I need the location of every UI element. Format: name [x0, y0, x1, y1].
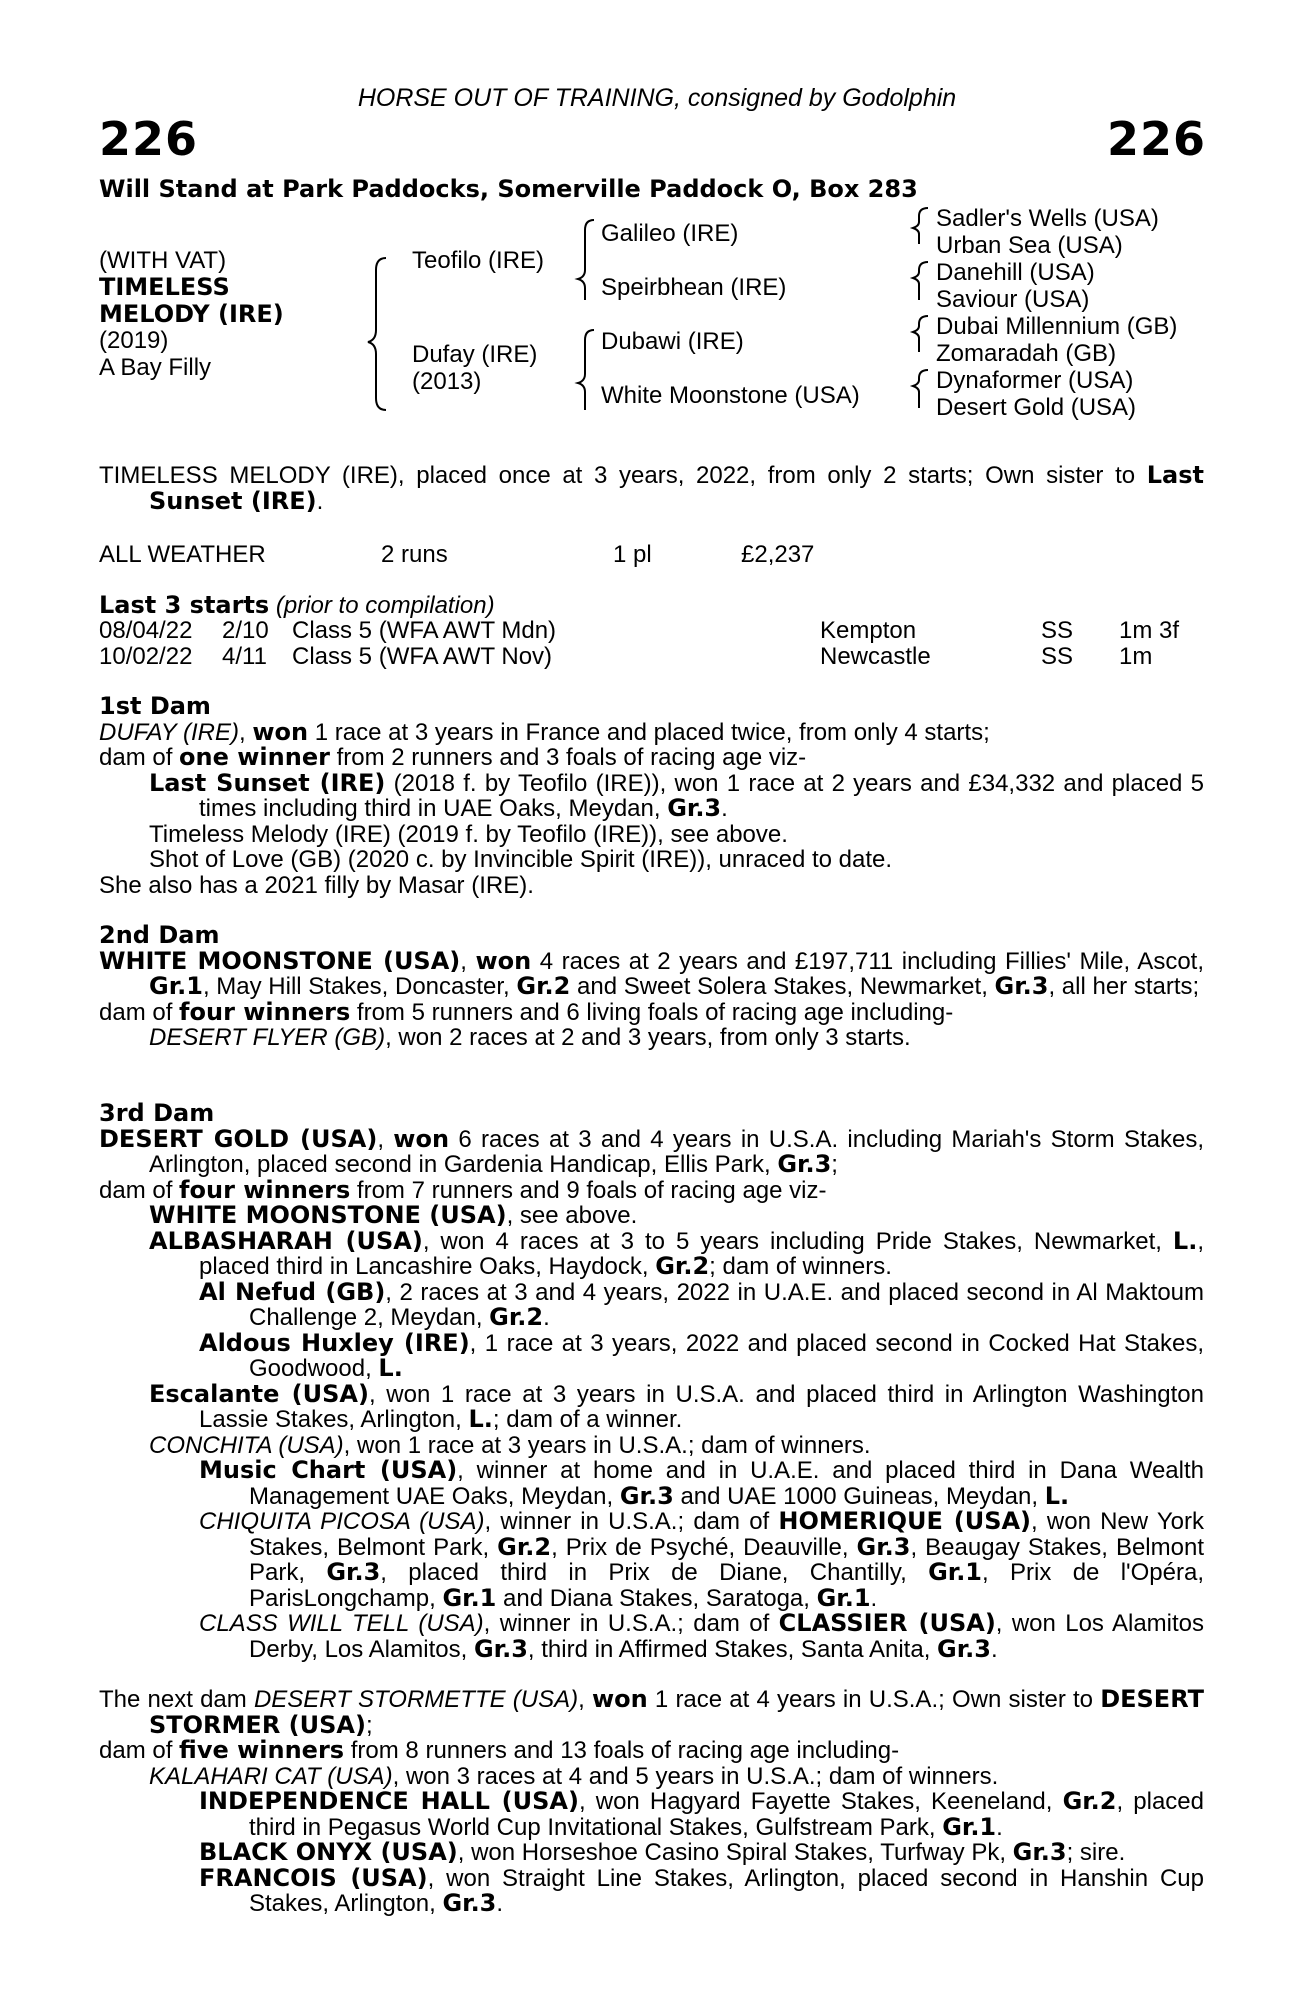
pedigree-dam: Dufay (IRE) — [412, 341, 538, 368]
produce-note: She also has a 2021 filly by Masar (IRE). — [99, 871, 534, 899]
start-date: 10/02/22 — [99, 643, 193, 670]
third-dam-section — [99, 1101, 1204, 1662]
produce-entry: DESERT FLYER (GB), won 2 races at 2 and 3 years, from only 3 starts. — [149, 1024, 911, 1051]
produce-entry: INDEPENDENCE HALL (USA), won Hagyard Fayette Stakes, Keeneland, Gr.2, placed third in Pegasus World Cup Invitational Stakes, Gulfstream Park, Gr.1. — [199, 1787, 1205, 1841]
pedigree-sds: Danehill (USA) — [936, 259, 1095, 286]
start-race: Class 5 (WFA AWT Mdn) — [292, 617, 557, 644]
produce-intro: dam of one winner from 2 runners and 3 foals of racing age viz- — [99, 743, 807, 771]
start-date: 08/04/22 — [99, 617, 193, 644]
vat-note: (WITH VAT) — [99, 247, 227, 274]
horse-name-line2: MELODY (IRE) — [99, 300, 284, 328]
record-runs: 2 runs — [381, 541, 448, 568]
produce-entry: Last Sunset (IRE) (2018 f. by Teofilo (IRE)), won 1 race at 2 years and £34,332 and placed 5 times including third in UAE Oaks, Meydan, Gr.3. — [149, 768, 1204, 822]
start-position: 2/10 — [222, 617, 269, 644]
dam-summary: WHITE MOONSTONE (USA), won 4 races at 2 years and £197,711 including Fillies' Mile, Ascot, Gr.1, May Hill Stakes, Doncaster, Gr.2 and Sweet Solera Stakes, Newmarket, Gr.3, all her starts; — [99, 946, 1204, 1000]
pedigree-sire-dam: Speirbhean (IRE) — [601, 274, 787, 301]
start-course: Newcastle — [820, 643, 931, 670]
produce-entry: Escalante (USA), won 1 race at 3 years in U.S.A. and placed third in Arlington Washington Lassie Stakes, Arlington, L.; dam of a winner. — [149, 1379, 1205, 1433]
produce-entry: Music Chart (USA), winner at home and in U.A.E. and placed third in Dana Wealth Management UAE Oaks, Meydan, Gr.3 and UAE 1000 Guineas, Meydan, L. — [199, 1456, 1205, 1510]
next-dam-section — [99, 1687, 1204, 1917]
pedigree-ddd: Desert Gold (USA) — [936, 394, 1137, 421]
start-race: Class 5 (WFA AWT Nov) — [292, 643, 553, 670]
pedigree-sire-sire: Galileo (IRE) — [601, 220, 739, 247]
first-dam-section — [99, 694, 1204, 898]
intro-section — [99, 463, 1204, 514]
start-going: SS — [1041, 617, 1074, 644]
start-distance: 1m 3f — [1119, 617, 1180, 644]
produce-entry: Aldous Huxley (IRE), 1 race at 3 years, 2022 and placed second in Cocked Hat Stakes, Goodwood, L. — [199, 1328, 1205, 1382]
pedigree-sss: Sadler's Wells (USA) — [936, 205, 1159, 232]
produce-entry: CLASS WILL TELL (USA), winner in U.S.A.; dam of CLASSIER (USA), won Los Alamitos Derby, Los Alamitos, Gr.3, third in Affirmed Stakes, Santa Anita, Gr.3. — [199, 1609, 1205, 1663]
pedigree-dam-sire: Dubawi (IRE) — [601, 328, 744, 355]
produce-intro: dam of five winners from 8 runners and 13 foals of racing age including- — [99, 1736, 900, 1764]
pedigree-dds: Dynaformer (USA) — [936, 367, 1134, 394]
pedigree-sire: Teofilo (IRE) — [412, 247, 545, 274]
produce-entry: CHIQUITA PICOSA (USA), winner in U.S.A.; dam of HOMERIQUE (USA), won New York Stakes, Belmont Park, Gr.2, Prix de Psyché, Deauville, Gr.3, Beaugay Stakes, Belmont Park, Gr.3, placed third in Prix de Diane, Chantilly, Gr.1, Prix de l'Opéra, ParisLongchamp, Gr.1 and Diana Stakes, Saratoga, Gr.1. — [199, 1507, 1205, 1612]
stabling-info: Will Stand at Park Paddocks, Somerville Paddock O, Box 283 — [99, 175, 918, 203]
start-distance: 1m — [1119, 643, 1153, 670]
lot-number-right: 226 — [1106, 112, 1206, 166]
produce-entry: Shot of Love (GB) (2020 c. by Invincible Spirit (IRE)), unraced to date. — [149, 846, 893, 873]
lot-number-left: 226 — [99, 112, 199, 166]
horse-year: (2019) — [99, 327, 169, 354]
pedigree-ssd: Urban Sea (USA) — [936, 232, 1123, 259]
horse-description: A Bay Filly — [99, 354, 212, 381]
start-going: SS — [1041, 643, 1074, 670]
pedigree-dam-dam: White Moonstone (USA) — [601, 382, 860, 409]
dam-summary: DESERT GOLD (USA), won 6 races at 3 and 4 years in U.S.A. including Mariah's Storm Stakes, Arlington, placed second in Gardenia Handicap, Ellis Park, Gr.3; — [99, 1124, 1204, 1178]
consignor-header: HORSE OUT OF TRAINING, consigned by Godolphin — [357, 84, 957, 112]
pedigree-sdd: Saviour (USA) — [936, 286, 1090, 313]
produce-entry: KALAHARI CAT (USA), won 3 races at 4 and 5 years in U.S.A.; dam of winners. — [149, 1762, 999, 1790]
last-starts-heading: Last 3 starts (prior to compilation) — [99, 591, 495, 619]
section-heading: 3rd Dam — [99, 1099, 215, 1127]
section-heading: 2nd Dam — [99, 921, 220, 949]
produce-intro: dam of four winners from 5 runners and 6 living foals of racing age including- — [99, 997, 954, 1026]
record-earnings: £2,237 — [741, 541, 815, 568]
produce-entry: WHITE MOONSTONE (USA), see above. — [149, 1201, 638, 1229]
second-dam-section — [99, 923, 1204, 1051]
pedigree-dss: Dubai Millennium (GB) — [936, 313, 1178, 340]
produce-entry: CONCHITA (USA), won 1 race at 3 years in U.S.A.; dam of winners. — [149, 1431, 871, 1459]
produce-entry: Al Nefud (GB), 2 races at 3 and 4 years, 2022 in U.A.E. and placed second in Al Maktoum Challenge 2, Meydan, Gr.2. — [199, 1277, 1205, 1331]
horse-name-line1: TIMELESS — [99, 273, 230, 301]
section-heading: 1st Dam — [99, 692, 211, 720]
dam-summary: The next dam DESERT STORMETTE (USA), won 1 race at 4 years in U.S.A.; Own sister to DESERT STORMER (USA); — [99, 1685, 1204, 1739]
produce-intro: dam of four winners from 7 runners and 9 foals of racing age viz- — [99, 1175, 827, 1204]
produce-entry: BLACK ONYX (USA), won Horseshoe Casino Spiral Stakes, Turfway Pk, Gr.3; sire. — [199, 1838, 1126, 1866]
record-placings: 1 pl — [613, 541, 652, 568]
pedigree-dam-year: (2013) — [412, 368, 482, 395]
produce-entry: FRANCOIS (USA), won Straight Line Stakes, Arlington, placed second in Hanshin Cup Stakes, Arlington, Gr.3. — [199, 1863, 1204, 1917]
pedigree-dsd: Zomaradah (GB) — [936, 340, 1117, 367]
produce-entry: Timeless Melody (IRE) (2019 f. by Teofilo (IRE)), see above. — [149, 820, 788, 848]
produce-entry: ALBASHARAH (USA), won 4 races at 3 to 5 years including Pride Stakes, Newmarket, L., placed third in Lancashire Oaks, Haydock, Gr.2; dam of winners. — [149, 1226, 1205, 1280]
start-position: 4/11 — [222, 643, 267, 670]
start-course: Kempton — [820, 617, 917, 644]
dam-summary: DUFAY (IRE), won 1 race at 3 years in France and placed twice, from only 4 starts; — [99, 717, 990, 746]
intro-paragraph: TIMELESS MELODY (IRE), placed once at 3 years, 2022, from only 2 starts; Own sister to Last Sunset (IRE). — [99, 461, 1204, 515]
record-surface: ALL WEATHER — [99, 541, 266, 568]
